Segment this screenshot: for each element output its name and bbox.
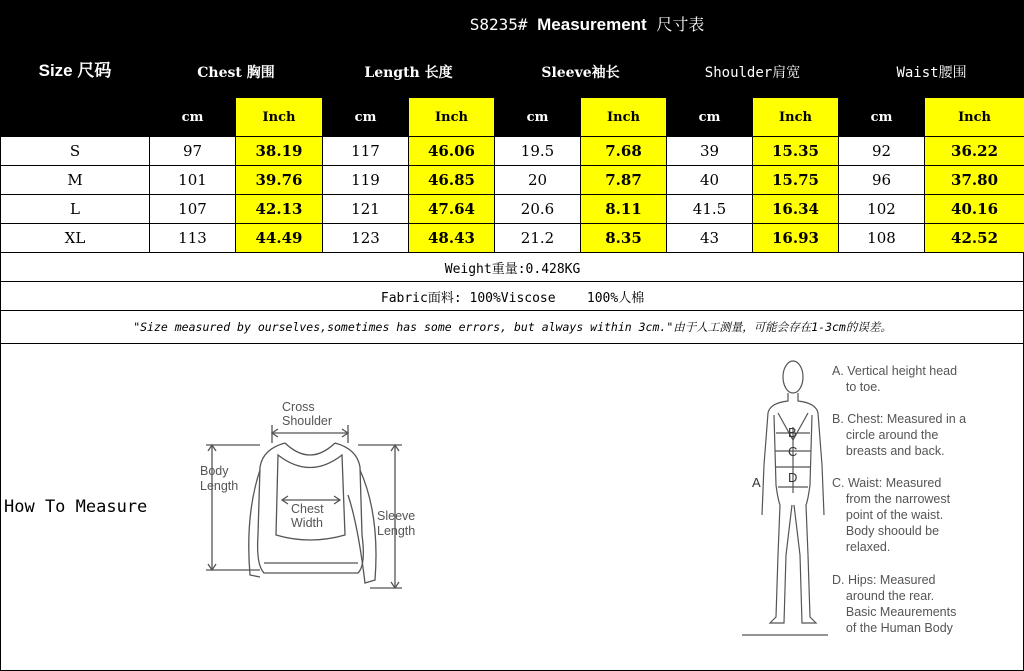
value-cell: 44.49 <box>236 224 323 253</box>
value-cell: 102 <box>839 195 925 224</box>
value-cell: 39 <box>667 137 753 166</box>
size-header: Size 尺码 <box>1 1 150 137</box>
value-cell: 36.22 <box>925 137 1024 166</box>
value-cell: 8.35 <box>581 224 667 253</box>
unit-cm: cm <box>323 98 409 137</box>
unit-cm: cm <box>150 98 236 137</box>
value-cell: 37.80 <box>925 166 1024 195</box>
value-cell: 20.6 <box>495 195 581 224</box>
letter-d: D <box>788 470 798 485</box>
letter-c: C <box>788 444 798 459</box>
sleeve-length-label-2: Length <box>377 524 416 538</box>
value-cell: 15.35 <box>753 137 839 166</box>
letter-a: A <box>752 475 761 490</box>
value-cell: 119 <box>323 166 409 195</box>
unit-inch: Inch <box>753 98 839 137</box>
value-cell: 48.43 <box>409 224 495 253</box>
note-d-line: Basic Meaurements <box>832 605 957 619</box>
measurement-note: "Size measured by ourselves,sometimes has some errors, but always within 3cm."由于人工测量，可能会存在1-3cm的误差。 <box>1 311 1024 344</box>
table-row <box>1 166 1024 195</box>
note-d <box>832 572 956 636</box>
value-cell: 16.34 <box>753 195 839 224</box>
note-d-line: of the Human Body <box>832 621 953 635</box>
unit-inch: Inch <box>236 98 323 137</box>
chart-title <box>150 1 1024 46</box>
cross-shoulder-label-2: Shoulder <box>282 414 333 428</box>
chest-width-label-2: Width <box>291 516 323 530</box>
col-header-shoulder: Shoulder肩宽 <box>667 46 839 98</box>
table-row <box>1 137 1024 166</box>
value-cell: 8.11 <box>581 195 667 224</box>
value-cell: 47.64 <box>409 195 495 224</box>
body-figure-diagram <box>740 355 830 640</box>
product-code: S8235# <box>469 14 528 34</box>
size-cell: XL <box>1 224 150 253</box>
cross-shoulder-label-1: Cross <box>282 400 315 414</box>
value-cell: 113 <box>150 224 236 253</box>
title-bold: Measurement <box>537 14 647 34</box>
col-header-chest: Chest 胸围 <box>150 46 323 98</box>
body-length-label-2: Length <box>200 479 239 493</box>
value-cell: 16.93 <box>753 224 839 253</box>
value-cell: 15.75 <box>753 166 839 195</box>
fabric-row: Fabric面料: 100%Viscose 100%人棉 <box>1 282 1024 311</box>
sweater-diagram <box>190 395 430 605</box>
value-cell: 7.68 <box>581 137 667 166</box>
unit-inch: Inch <box>925 98 1024 137</box>
note-b-line: circle around the <box>832 428 939 442</box>
value-cell: 46.85 <box>409 166 495 195</box>
size-cell: M <box>1 166 150 195</box>
value-cell: 39.76 <box>236 166 323 195</box>
note-b <box>832 411 966 459</box>
value-cell: 40.16 <box>925 195 1024 224</box>
value-cell: 107 <box>150 195 236 224</box>
value-cell: 96 <box>839 166 925 195</box>
unit-cm: cm <box>667 98 753 137</box>
value-cell: 46.06 <box>409 137 495 166</box>
size-cell: S <box>1 137 150 166</box>
note-b-line: B. Chest: Measured in a <box>832 412 967 426</box>
unit-cm: cm <box>495 98 581 137</box>
note-b-line: breasts and back. <box>832 444 945 458</box>
value-cell: 40 <box>667 166 753 195</box>
note-c-line: from the narrowest <box>832 492 951 506</box>
note-a <box>832 363 957 395</box>
value-cell: 92 <box>839 137 925 166</box>
size-cell: L <box>1 195 150 224</box>
body-length-label-1: Body <box>200 464 229 478</box>
note-d-line: D. Hips: Measured <box>832 573 936 587</box>
value-cell: 7.87 <box>581 166 667 195</box>
value-cell: 101 <box>150 166 236 195</box>
note-c-line: Body shoould be <box>832 524 940 538</box>
value-cell: 20 <box>495 166 581 195</box>
value-cell: 43 <box>667 224 753 253</box>
note-c-line: C. Waist: Measured <box>832 476 942 490</box>
note-d-line: around the rear. <box>832 589 935 603</box>
title-cn: 尺寸表 <box>656 14 705 34</box>
value-cell: 21.2 <box>495 224 581 253</box>
value-cell: 41.5 <box>667 195 753 224</box>
note-a-line: A. Vertical height head <box>832 364 958 378</box>
value-cell: 97 <box>150 137 236 166</box>
table-row <box>1 224 1024 253</box>
value-cell: 123 <box>323 224 409 253</box>
note-c-line: point of the waist. <box>832 508 944 522</box>
table-row <box>1 195 1024 224</box>
unit-inch: Inch <box>581 98 667 137</box>
note-c <box>832 475 950 555</box>
chest-width-label-1: Chest <box>291 502 324 516</box>
sleeve-length-label-1: Sleeve <box>377 509 416 523</box>
value-cell: 38.19 <box>236 137 323 166</box>
how-to-measure-label: How To Measure <box>4 497 148 517</box>
letter-b: B <box>788 425 797 440</box>
value-cell: 19.5 <box>495 137 581 166</box>
unit-inch: Inch <box>409 98 495 137</box>
value-cell: 108 <box>839 224 925 253</box>
value-cell: 117 <box>323 137 409 166</box>
col-header-sleeve: Sleeve袖长 <box>495 46 667 98</box>
note-a-line: to toe. <box>832 380 881 394</box>
weight-row: Weight重量:0.428KG <box>1 253 1024 282</box>
note-c-line: relaxed. <box>832 540 891 554</box>
value-cell: 42.52 <box>925 224 1024 253</box>
unit-cm: cm <box>839 98 925 137</box>
col-header-waist: Waist腰围 <box>839 46 1024 98</box>
value-cell: 42.13 <box>236 195 323 224</box>
col-header-length: Length 长度 <box>323 46 495 98</box>
value-cell: 121 <box>323 195 409 224</box>
